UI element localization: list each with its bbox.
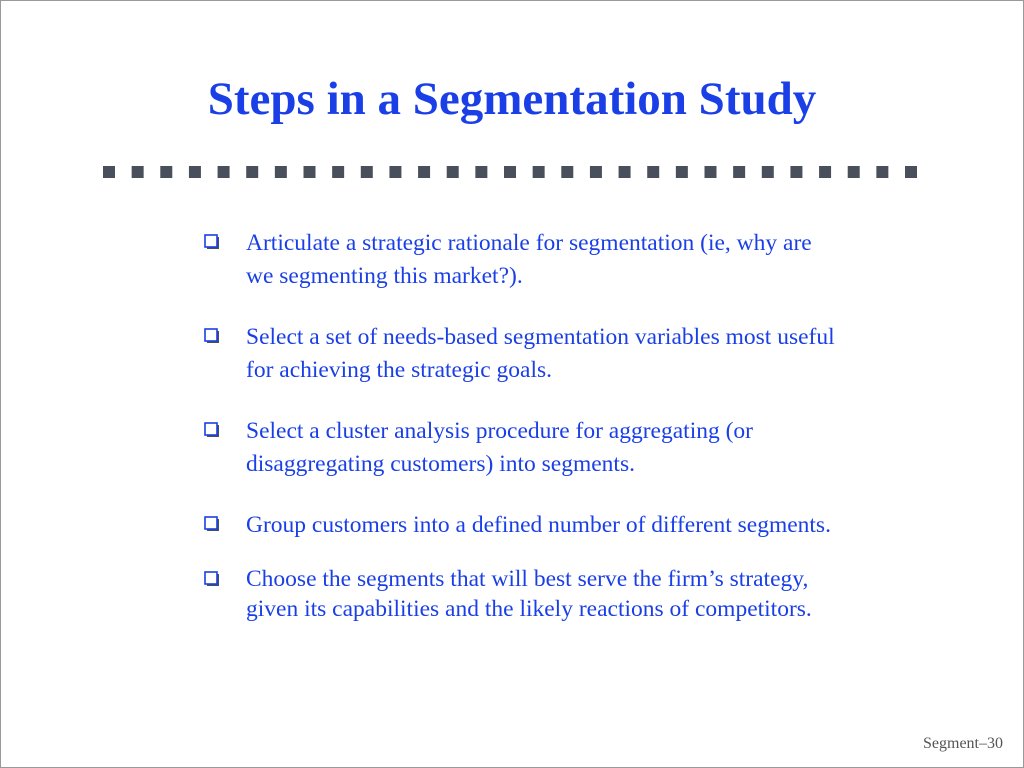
hollow-square-icon — [204, 422, 220, 438]
divider-square — [275, 166, 287, 178]
list-item — [204, 415, 844, 481]
divider-square — [533, 166, 545, 178]
divider-square — [676, 166, 688, 178]
hollow-square-icon — [204, 516, 220, 532]
dashed-divider — [103, 165, 917, 179]
divider-square — [647, 166, 659, 178]
divider-square — [705, 166, 717, 178]
divider-square — [246, 166, 258, 178]
divider-square — [361, 166, 373, 178]
divider-square — [790, 166, 802, 178]
bullet-text: Choose the segments that will best serve the firm’s strategy, given its capabilities and the likely reactions of competitors. — [246, 566, 812, 622]
divider-square — [905, 166, 917, 178]
divider-square — [160, 166, 172, 178]
divider-square — [590, 166, 602, 178]
bullet-text: Select a set of needs-based segmentation variables most useful for achieving the strategic goals. — [246, 324, 835, 383]
divider-square — [475, 166, 487, 178]
hollow-square-icon — [204, 234, 220, 250]
divider-square — [418, 166, 430, 178]
divider-square — [103, 166, 115, 178]
hollow-square-icon — [204, 328, 220, 344]
divider-square — [218, 166, 230, 178]
list-item — [204, 564, 844, 624]
list-item — [204, 227, 844, 293]
bullet-list — [204, 227, 844, 624]
divider-square — [304, 166, 316, 178]
bullet-text: Articulate a strategic rationale for segmentation (ie, why are we segmenting this market?). — [246, 230, 812, 289]
slide-number: Segment–30 — [923, 735, 1003, 752]
divider-square — [848, 166, 860, 178]
divider-square — [332, 166, 344, 178]
bullet-text: Select a cluster analysis procedure for aggregating (or disaggregating customers) into segments. — [246, 418, 753, 477]
divider-square — [619, 166, 631, 178]
list-item — [204, 321, 844, 387]
divider-square — [389, 166, 401, 178]
divider-square — [762, 166, 774, 178]
hollow-square-icon — [204, 571, 220, 587]
bullet-text: Group customers into a defined number of different segments. — [246, 512, 831, 538]
divider-square — [733, 166, 745, 178]
divider-square — [189, 166, 201, 178]
divider-square — [447, 166, 459, 178]
divider-square — [876, 166, 888, 178]
divider-square — [504, 166, 516, 178]
divider-square — [561, 166, 573, 178]
divider-square — [132, 166, 144, 178]
divider-square — [819, 166, 831, 178]
slide-title: Steps in a Segmentation Study — [207, 73, 817, 125]
list-item — [204, 509, 844, 542]
